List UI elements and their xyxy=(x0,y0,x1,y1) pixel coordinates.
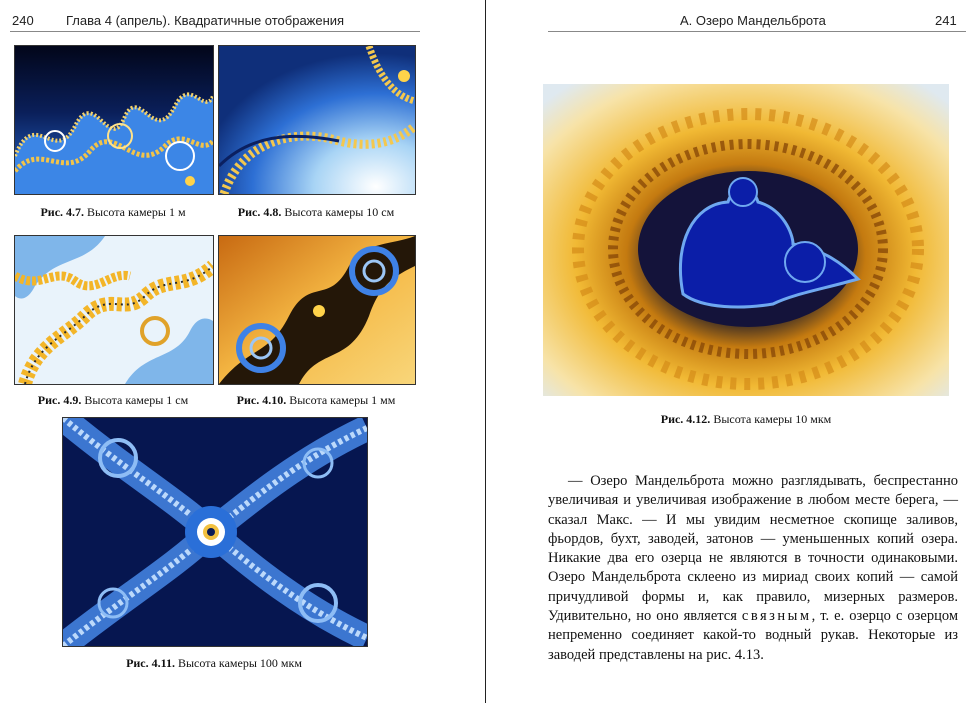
figure-4-12-caption: Рис. 4.12. Высота камеры 10 мкм xyxy=(660,412,832,426)
emphasized-word: связным xyxy=(741,608,812,625)
figure-4-9-caption: Рис. 4.9. Высота камеры 1 см xyxy=(37,393,189,407)
right-page-number: 241 xyxy=(935,13,957,28)
figure-4-10-caption: Рис. 4.10. Высота камеры 1 мм xyxy=(236,393,396,407)
body-paragraph: — Озеро Мандельброта можно разглядывать, беспрестанно увеличивая и увеличивая изображение в любом месте берега, — сказал Макс. — И мы увидим несметное скопище заливов, фьордов, бухт, заводей, затонов — уменьшенных копий озера. Никакие два его озерца не являются в точности одинаковыми. Озеро Мандельброта склеено из мириад своих копий — самой причудливой формы и, как правило, мизерных размеров. Удивительно, но оно является связным, т. е. озерцо с озерцом непременно соединяет какой-то водный рукав. Некоторые из заводей представлены на рис. 4.13. xyxy=(548,473,958,663)
figure-4-9-image xyxy=(14,235,214,385)
left-header-rule xyxy=(10,31,420,32)
figure-4-7-image xyxy=(14,45,214,195)
figure-4-11-image xyxy=(62,417,368,647)
figure-4-8-image xyxy=(218,45,416,195)
figure-4-12-image xyxy=(543,84,949,396)
left-running-head: Глава 4 (апрель). Квадратичные отображения xyxy=(66,13,345,28)
figure-4-11-caption: Рис. 4.11. Высота камеры 100 мкм xyxy=(126,656,302,670)
figure-4-8-caption: Рис. 4.8. Высота камеры 10 см xyxy=(237,205,395,219)
right-running-head: A. Озеро Мандельброта xyxy=(680,13,826,28)
figure-4-10-image xyxy=(218,235,416,385)
left-page-number: 240 xyxy=(12,13,34,28)
figure-4-7-caption: Рис. 4.7. Высота камеры 1 м xyxy=(40,205,186,219)
right-header-rule xyxy=(548,31,966,32)
left-page xyxy=(0,0,485,703)
